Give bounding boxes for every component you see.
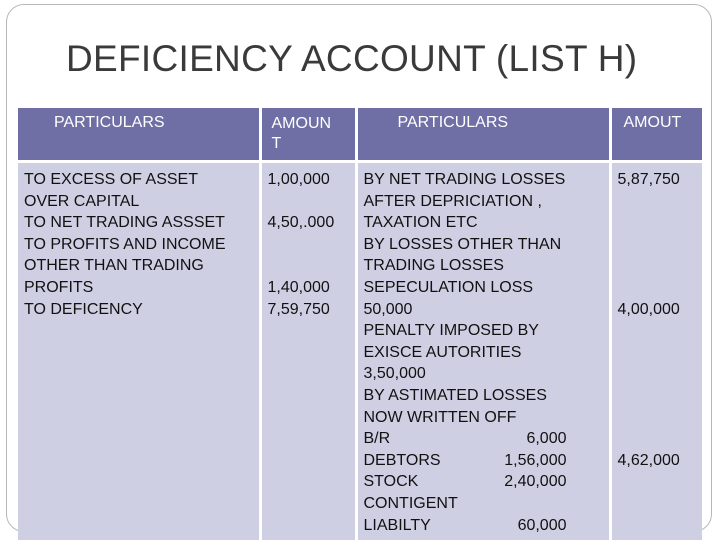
right-particulars-text: BY NET TRADING LOSSES AFTER DEPRICIATION , TAXATION ETC BY LOSSES OTHER THAN TRADING LOSSES SEPECULATION LOSS 50,000 PENALTY IMPOSED BY EXISCE AUTORITIES 3,50,000 BY ASTIMATED LOSSES NOW WRITTEN OFF [363,171,566,426]
right-amounts-cell: 5,87,750 4,00,000 4,62,000 [610,162,702,540]
row-label: DEBTORS [363,451,441,469]
right-particulars-cell [356,162,610,540]
row-label: CONTIGENT [363,494,458,512]
estimated-loss-row [364,471,567,493]
header-particulars-left: PARTICULARS [18,108,260,162]
deficiency-account-table [18,108,702,540]
row-value: 60,000 [517,516,567,534]
row-value: 1,56,000 [504,451,567,469]
estimated-loss-row [364,450,567,472]
estimated-loss-row [364,493,567,515]
left-amounts-cell: 1,00,000 4,50,.000 1,40,000 7,59,750 [260,162,356,540]
header-particulars-right: PARTICULARS [356,108,610,162]
estimated-loss-row [364,515,567,537]
row-value: 6,000 [526,430,567,448]
header-amount-right: AMOUT [610,108,702,162]
left-particulars-cell: TO EXCESS OF ASSET OVER CAPITAL TO NET TRADING ASSSET TO PROFITS AND INCOME OTHER THAN TRADING PROFITS TO DEFICENCY [18,162,260,540]
row-label: STOCK [363,473,419,491]
header-amount-left: AMOUN T [260,108,356,162]
row-label: B/R [363,430,391,448]
table-body-row [18,162,702,540]
estimated-loss-row [364,428,567,450]
row-value: 2,40,000 [504,473,567,491]
table-header-row [18,108,702,162]
row-label: LIABILTY [363,516,431,534]
slide-title: DEFICIENCY ACCOUNT (LIST H) [66,38,638,79]
